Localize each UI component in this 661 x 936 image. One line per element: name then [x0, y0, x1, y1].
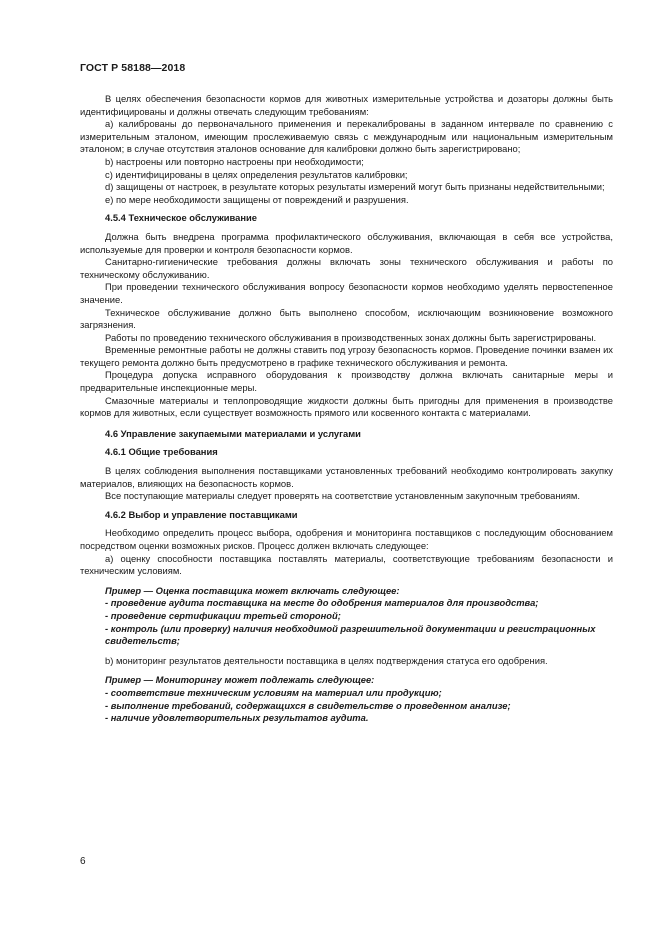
example-item: - соответствие техническим условиям на материал или продукцию; [105, 686, 442, 698]
paragraph: Временные ремонтные работы не должны ставить под угрозу безопасность кормов. Проведение починки взамен их текущего ремонта должно быть предусмотрено в графике технического обслуживания и ремонта. [80, 344, 613, 368]
section-heading: 4.6.1 Общие требования [105, 446, 218, 458]
paragraph: Должна быть внедрена программа профилактического обслуживания, включающая в себя все устройства, используемые для проверки и контроля безопасности кормов. [80, 230, 613, 255]
example-item: - проведение аудита поставщика на месте до одобрения материалов для производства; [105, 597, 539, 609]
paragraph: Смазочные материалы и теплопроводящие жидкости должны быть пригодны для применения в производстве кормов для животных, если существует возможность прямого или косвенного контакта с материалами. [80, 394, 613, 419]
example-item: - проведение сертификации третьей стороной; [105, 609, 341, 621]
list-item: c) идентифицированы в целях определения результатов калибровки; [105, 168, 408, 180]
paragraph: При проведении технического обслуживания вопросу безопасности кормов необходимо уделять первостепенное значение. [80, 281, 613, 305]
example-item: - контроль (или проверку) наличия необходимой разрешительной документации и регистрационных свидетельств; [105, 622, 596, 647]
paragraph: Процедура допуска исправного оборудования к производству должна включать санитарные меры и предварительные инспекционные меры. [80, 369, 613, 394]
section-heading: 4.6 Управление закупаемыми материалами и услугами [105, 427, 361, 439]
list-item: b) мониторинг результатов деятельности поставщика в целях подтверждения статуса его одобрения. [105, 654, 548, 666]
example-item: - выполнение требований, содержащихся в свидетельстве о проведенном анализе; [105, 699, 511, 711]
section-heading: 4.6.2 Выбор и управление поставщиками [105, 508, 298, 520]
paragraph: В целях обеспечения безопасности кормов для животных измерительные устройства и дозаторы должны быть идентифицированы и должны отвечать следующим требованиям: [80, 93, 613, 117]
example-item: - наличие удовлетворительных результатов аудита. [105, 712, 369, 724]
list-item: а) калиброваны до первоначального применения и перекалиброваны в заданном интервале по сравнению с измерительным эталоном, имеющим прослеживаемую связь с международным или национальным измерительным эталоном; в случае отсутствия эталонов основание для калибровки должно быть зарегистрировано; [80, 118, 613, 155]
list-item: e) по мере необходимости защищены от повреждений и разрушения. [105, 193, 409, 205]
example-title: Пример — Мониторингу может подлежать следующее: [105, 674, 375, 686]
paragraph: Санитарно-гигиенические требования должны включать зоны технического обслуживания и работы по техническому обслуживанию. [80, 256, 613, 280]
example-title: Пример — Оценка поставщика может включать следующее: [105, 584, 400, 596]
section-heading: 4.5.4 Техническое обслуживание [105, 212, 257, 224]
paragraph: Техническое обслуживание должно быть выполнено способом, исключающим возникновение возможного загрязнения. [80, 306, 613, 331]
list-item: d) защищены от настроек, в результате которых результаты измерений могут быть признаны недействительными; [105, 181, 605, 193]
list-item: а) оценку способности поставщика поставлять материалы, соответствующие требованиям безопасности и техническим условиям. [80, 552, 613, 577]
paragraph: Работы по проведению технического обслуживания в производственных зонах должны быть зарегистрированы. [105, 331, 597, 343]
list-item: b) настроены или повторно настроены при необходимости; [105, 155, 364, 167]
document-body [80, 93, 613, 725]
paragraph: Все поступающие материалы следует проверять на соответствие установленным закупочным требованиям. [105, 490, 580, 502]
paragraph: В целях соблюдения выполнения поставщиками установленных требований необходимо контролировать закупку материалов, влияющих на безопасность кормов. [80, 465, 613, 489]
page-number: 6 [80, 856, 86, 867]
paragraph: Необходимо определить процесс выбора, одобрения и мониторинга поставщиков с последующим обоснованием посредством оценки возможных рисков. Процесс должен включать следующее: [80, 527, 613, 551]
document-header: ГОСТ Р 58188—2018 [80, 62, 186, 74]
